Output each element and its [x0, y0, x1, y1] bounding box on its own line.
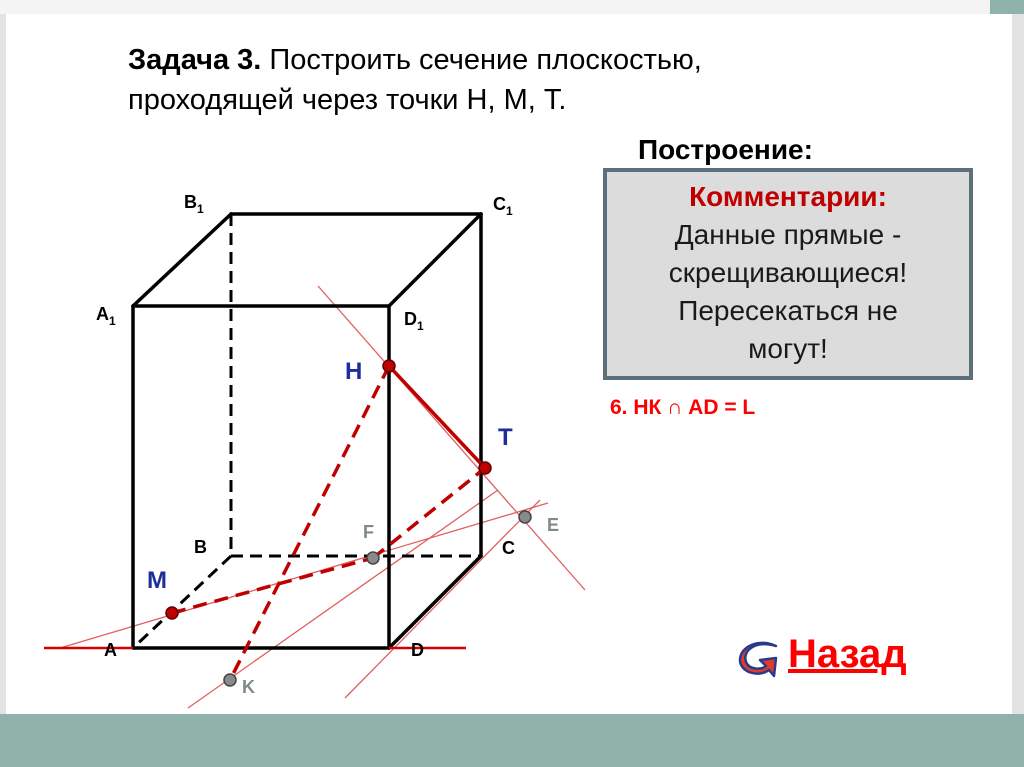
- segment-ht: [389, 366, 485, 468]
- label-h: H: [345, 358, 363, 385]
- point-f: [367, 552, 379, 564]
- label-a1: $A_1$: [96, 304, 116, 328]
- section-lines: [172, 366, 485, 680]
- points: [166, 360, 531, 686]
- comment-line-1: Данные прямые -: [674, 219, 902, 250]
- visible-edges: [133, 214, 481, 648]
- edge-c1d1: [389, 214, 481, 306]
- label-m: M: [147, 567, 167, 594]
- task-text: Построить сечение плоскостью,: [261, 44, 702, 76]
- label-c: C: [502, 538, 515, 558]
- point-t: [479, 462, 491, 474]
- construction-lines: [60, 286, 585, 708]
- label-b: B: [194, 537, 207, 557]
- task-number: Задача 3.: [128, 44, 262, 76]
- label-t: T: [498, 424, 513, 451]
- point-k: [224, 674, 236, 686]
- title-line-2: проходящей через точки Н, М, Т.: [128, 84, 567, 116]
- label-e: E: [547, 515, 560, 535]
- comment-line-3: Пересекаться не: [678, 295, 898, 326]
- comment-box: [603, 168, 973, 380]
- label-c1: $C_1$: [493, 194, 513, 218]
- step-text: 6. НК ∩ AD = L: [610, 396, 756, 419]
- edge-cd: [389, 556, 481, 648]
- comment-heading: Комментарии:: [689, 181, 887, 212]
- hidden-edges: [133, 214, 481, 648]
- edge-a1b1: [133, 214, 231, 306]
- back-arrow-icon[interactable]: [736, 638, 782, 688]
- line-ht-extended: [318, 286, 585, 590]
- point-m: [166, 607, 178, 619]
- label-k: K: [242, 677, 255, 697]
- point-labels: [147, 358, 559, 697]
- label-d1: $D_1$: [404, 309, 424, 333]
- back-button[interactable]: Назад: [788, 632, 907, 676]
- label-f: F: [363, 522, 374, 542]
- point-e: [519, 511, 531, 523]
- label-b1: $B_1$: [184, 192, 204, 216]
- construction-heading: Построение:: [638, 134, 813, 165]
- label-d: D: [411, 640, 424, 660]
- comment-line-2: скрещивающиеся!: [668, 257, 908, 288]
- label-a: A: [104, 640, 117, 660]
- comment-line-4: могут!: [748, 333, 828, 364]
- point-h: [383, 360, 395, 372]
